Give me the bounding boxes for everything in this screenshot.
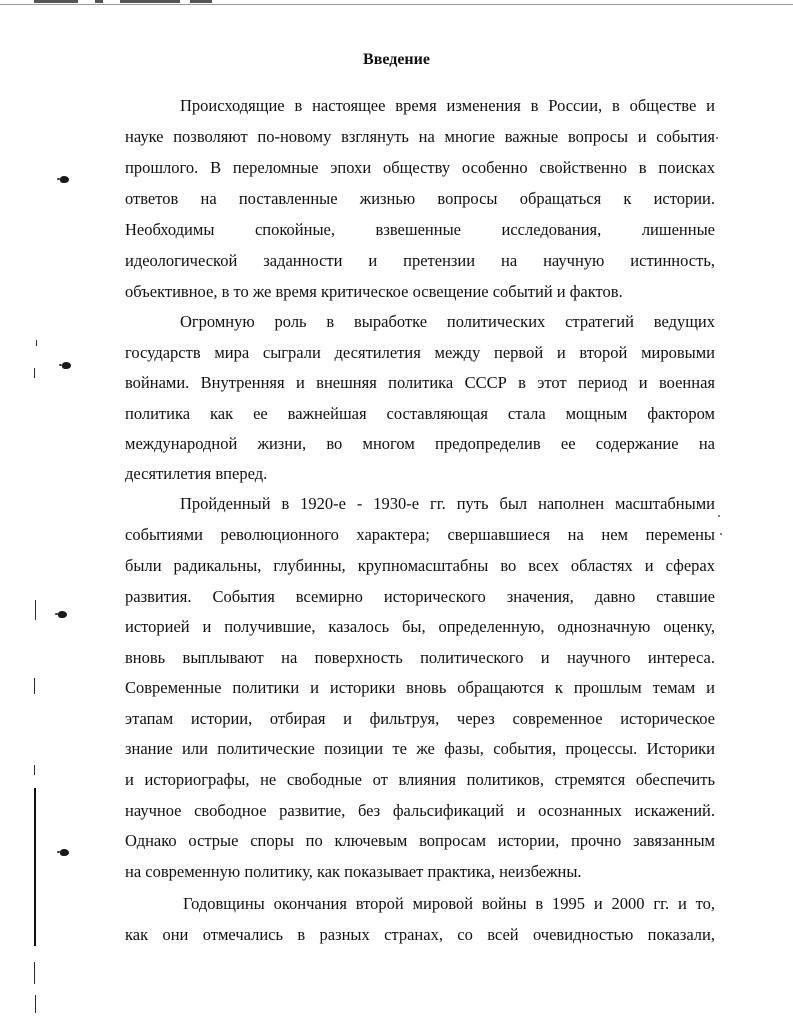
- text-line: идеологической заданности и претензии на научную истинность,: [125, 251, 715, 270]
- binding-hole-mark: [62, 362, 71, 369]
- text-line: войнами. Внутренняя и внешняя политика СССР в этот период и военная: [125, 373, 715, 392]
- text-line: Пройденный в 1920-е - 1930-е гг. путь был наполнен масштабными: [180, 494, 715, 513]
- text-line: событиями революционного характера; свершавшиеся на нем перемены: [125, 525, 715, 544]
- scan-speck: [718, 515, 720, 517]
- binding-hole-mark: [58, 611, 67, 618]
- text-line: Огромную роль в выработке политических стратегий ведущих: [180, 312, 715, 331]
- scan-edge-line: [34, 678, 35, 694]
- scan-edge-line: [34, 368, 35, 378]
- text-line: и историографы, не свободные от влияния политиков, стремятся обеспечить: [125, 770, 715, 789]
- text-line: Современные политики и историки вновь обращаются к прошлым темам и: [125, 678, 715, 697]
- text-line: этапам истории, отбирая и фильтруя, через современное историческое: [125, 709, 715, 728]
- text-line: государств мира сыграли десятилетия между первой и второй мировыми: [125, 343, 715, 362]
- text-line: Необходимы спокойные, взвешенные исследования, лишенные: [125, 220, 715, 239]
- text-line: как они отмечались в разных странах, со всей очевидностью показали,: [125, 925, 715, 944]
- scan-edge-line: [34, 765, 35, 775]
- text-line: Происходящие в настоящее время изменения в России, в обществе и: [180, 96, 715, 115]
- text-line: науке позволяют по-новому взглянуть на многие важные вопросы и события: [125, 127, 715, 146]
- text-line: политика как ее важнейшая составляющая стала мощным фактором: [125, 404, 715, 423]
- text-line: прошлого. В переломные эпохи обществу особенно свойственно в поисках: [125, 158, 715, 177]
- binding-hole-mark: [60, 849, 69, 856]
- text-line: знание или политические позиции те же фазы, события, процессы. Историки: [125, 739, 715, 758]
- text-line: историей и получившие, казалось бы, определенную, однозначную оценку,: [125, 617, 715, 636]
- scan-speck: [716, 137, 718, 139]
- page-title: Введение: [363, 51, 430, 68]
- scan-edge-line: [35, 995, 36, 1013]
- text-line: вновь выплывают на поверхность политического и научного интереса.: [125, 648, 715, 667]
- scan-edge-line: [34, 788, 36, 946]
- scan-edge-line: [35, 600, 36, 620]
- scan-speck: [720, 533, 722, 535]
- text-line: десятилетия вперед.: [125, 464, 268, 483]
- scan-top-border: [0, 0, 793, 6]
- text-line: на современную политику, как показывает практика, неизбежны.: [125, 862, 582, 881]
- text-line: объективное, в то же время критическое освещение событий и фактов.: [125, 282, 623, 301]
- scan-edge-line: [34, 962, 35, 984]
- text-line: ответов на поставленные жизнью вопросы обращаться к истории.: [125, 189, 715, 208]
- text-line: развития. События всемирно исторического значения, давно ставшие: [125, 587, 715, 606]
- text-line: международной жизни, во многом предопределив ее содержание на: [125, 434, 715, 453]
- text-line: Годовщины окончания второй мировой войны в 1995 и 2000 гг. и то,: [183, 894, 715, 913]
- text-line: были радикальны, глубинны, крупномасштабны во всех областях и сферах: [125, 556, 715, 575]
- binding-hole-mark: [60, 176, 69, 183]
- text-line: Однако острые споры по ключевым вопросам истории, прочно завязанным: [125, 831, 715, 850]
- text-line: научное свободное развитие, без фальсификаций и осознанных искажений.: [125, 801, 715, 820]
- scan-edge-line: [36, 340, 37, 346]
